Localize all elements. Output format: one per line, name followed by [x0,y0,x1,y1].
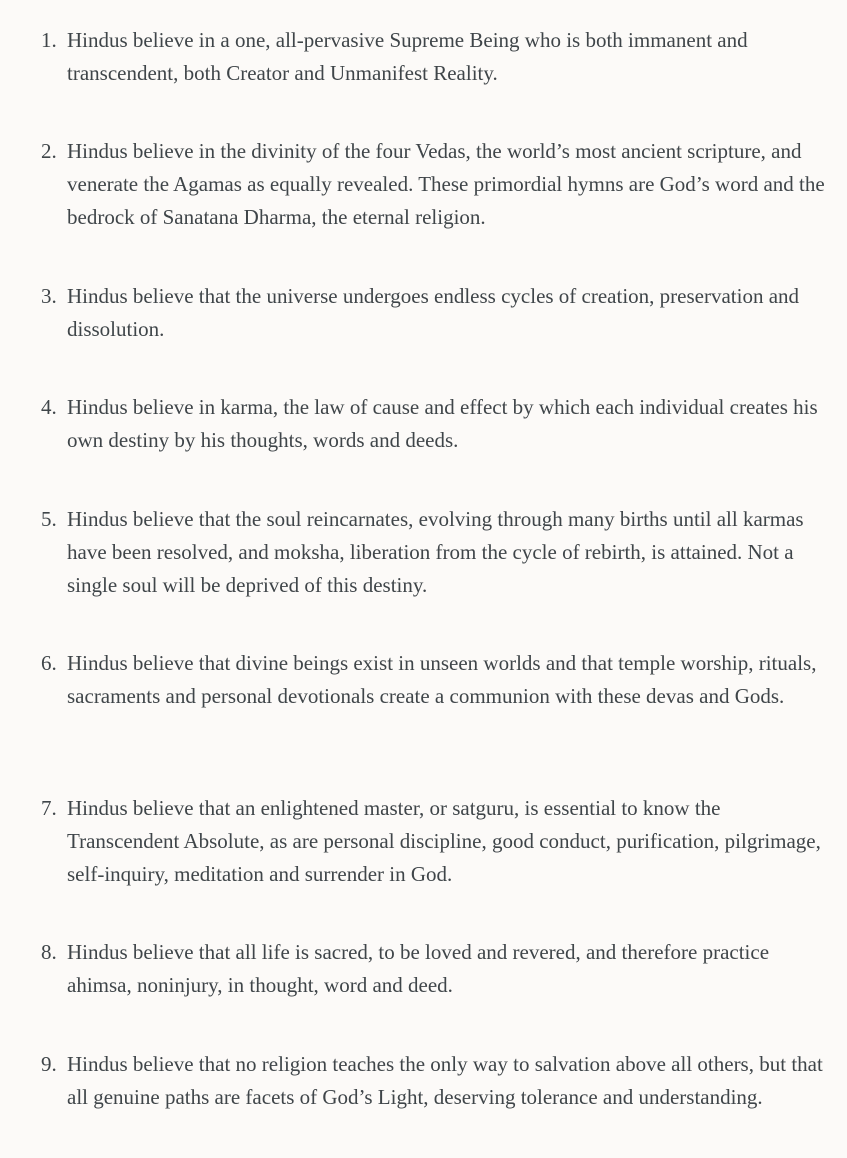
list-item-text: Hindus believe that no religion teaches the only way to salvation above all others, but that all genuine paths are facets of God’s Light, deserving tolerance and understanding. [67,1052,823,1109]
list-item-text: Hindus believe in a one, all-pervasive Supreme Being who is both immanent and transcendent, both Creator and Unmanifest Reality. [67,28,748,85]
list-item-text: Hindus believe that the soul reincarnates, evolving through many births until all karmas have been resolved, and moksha, liberation from the cycle of rebirth, is attained. Not a single soul will be deprived of this destiny. [67,507,804,597]
list-item-number: 5. [41,507,57,531]
list-item-number: 1. [41,28,57,52]
list-item-number: 4. [41,395,57,419]
list-item-text: Hindus believe that divine beings exist in unseen worlds and that temple worship, rituals, sacraments and personal devotionals create a communion with these devas and Gods. [67,651,817,708]
list-item-number: 9. [41,1052,57,1076]
list-item-number: 3. [41,284,57,308]
list-item-number: 7. [41,796,57,820]
list-item-text: Hindus believe that all life is sacred, to be loved and revered, and therefore practice ahimsa, noninjury, in thought, word and deed. [67,940,770,997]
list-item-number: 6. [41,651,57,675]
list-item-text: Hindus believe that the universe undergoes endless cycles of creation, preservation and dissolution. [67,284,800,341]
list-item-text: Hindus believe in karma, the law of cause and effect by which each individual creates his own destiny by his thoughts, words and deeds. [67,395,818,452]
list-item-number: 2. [41,139,57,163]
list-item-text: Hindus believe in the divinity of the four Vedas, the world’s most ancient scripture, and venerate the Agamas as equally revealed. These primordial hymns are God’s word and the bedrock of Sanatana Dharma, the eternal religion. [67,139,825,229]
list-item-text: Hindus believe that an enlightened master, or satguru, is essential to know the Transcendent Absolute, as are personal discipline, good conduct, purification, pilgrimage, self-inquiry, meditation and surrender in God. [67,796,821,886]
list-item-number: 8. [41,940,57,964]
